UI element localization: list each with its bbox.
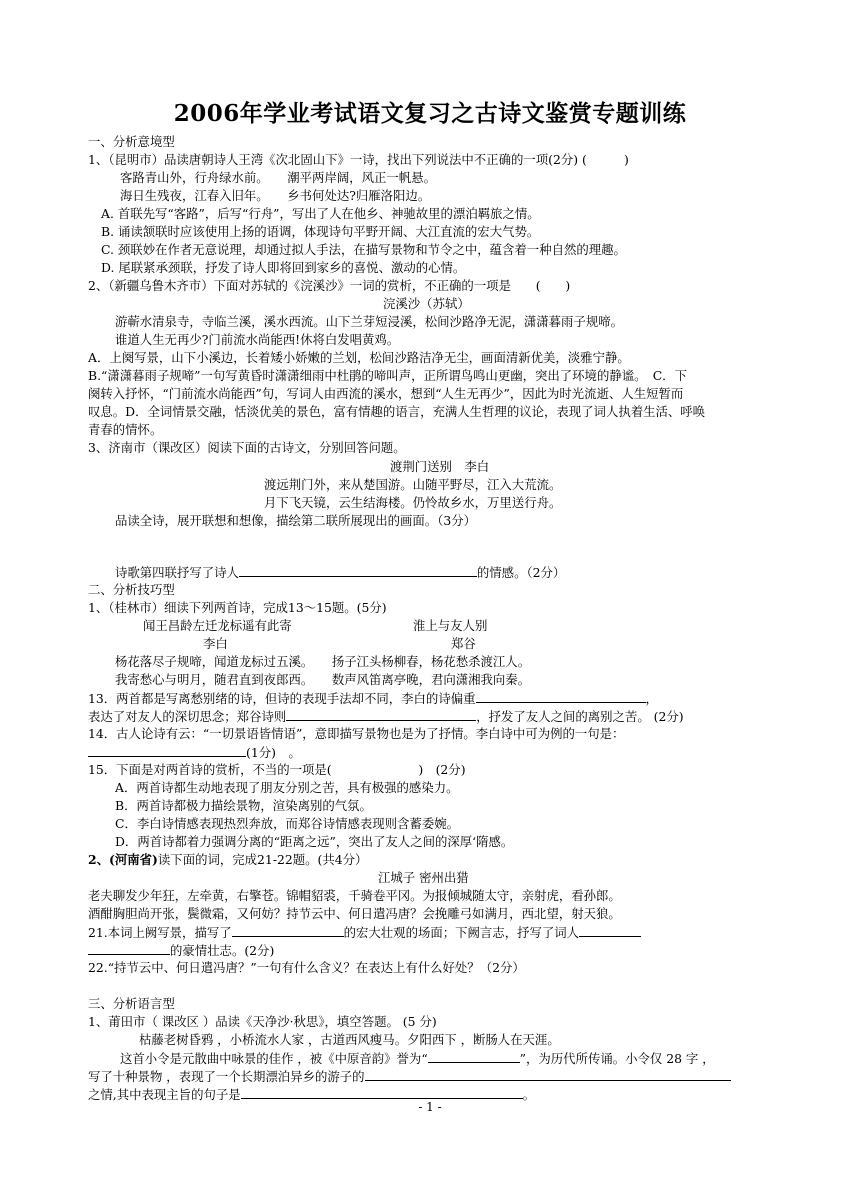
poem-line: 客路青山外，行舟绿水前。 潮平两岸阔，风正一帆悬。	[120, 170, 436, 185]
poem-author: 郑谷	[451, 636, 476, 651]
question-text: 读下面的词，完成21-22题。(共4分）	[157, 852, 368, 867]
section-heading: 三、分析语言型	[88, 996, 175, 1011]
question-text: 之情,其中表现主旨的句子是	[88, 1087, 241, 1102]
question-text: 2、（新疆乌鲁木齐市）下面对苏轼的《浣溪沙》一词的赏析，不正确的一项是 ( )	[88, 278, 571, 293]
poem-line: 谁道人生无再少?门前流水尚能西!休将白发唱黄鸡。	[115, 332, 400, 347]
answer-blank[interactable]	[286, 707, 476, 721]
question-text: ”，为历代所传诵。小令仅 28 字 ，	[519, 1051, 715, 1066]
answer-blank[interactable]	[579, 923, 641, 937]
poem-line: 老夫聊发少年狂，左牵黄，右擎苍。锦帽貂裘，千骑卷平冈。为报倾城随太守，亲射虎，看孙郎。	[88, 888, 621, 903]
poem-line: 游蕲水清泉寺，寺临兰溪，溪水西流。山下兰芽短浸溪，松间沙路净无泥，潇潇暮雨子规啼。	[115, 314, 624, 329]
question-text: 1、（昆明市）品读唐朝诗人王湾《次北固山下》一诗，找出下列说法中不正确的一项(2分) ( )	[88, 152, 629, 167]
question-text: 15．下面是对两首诗的赏析，不当的一项是( ) (2分)	[88, 762, 466, 777]
question-text: 3、济南市（课改区）阅读下面的古诗文，分别回答问题。	[88, 440, 406, 455]
poem-line: 渡远荆门外，来从楚国游。山随平野尽，江入大荒流。	[264, 477, 562, 492]
option-text: B．两首诗都极力描绘景物，渲染离别的气氛。	[115, 798, 372, 813]
answer-blank[interactable]	[476, 689, 646, 703]
option-text: 阕转入抒怀，“门前流水尚能西”句，写词人由西流的溪水，想到“人生无再少”，因此为时光流逝、人生短暂而	[88, 386, 684, 401]
page-title: 2006年学业考试语文复习之古诗文鉴赏专题训练	[173, 100, 687, 127]
poem-title: 淮上与友人别	[413, 618, 488, 633]
option-text: 青春的情怀。	[88, 422, 163, 437]
fill-in-line	[88, 1067, 731, 1086]
option-text: C. 颈联妙在作者无意说理，却通过拟人手法，在描写景物和节令之中，蕴含着一种自然的理趣。	[101, 242, 626, 257]
question-text: 的情感。（2分）	[476, 565, 566, 580]
question-text: 表达了对友人的深切思念；郑谷诗则	[88, 709, 287, 724]
option-text: D. 尾联紧承颈联，抒发了诗人即将回到家乡的喜悦、激动的心情。	[101, 260, 466, 275]
question-text: 写了十种景物 ，表现了一个长期漂泊异乡的游子的	[88, 1069, 365, 1084]
question-text: 的豪情壮志。(2分)	[170, 943, 275, 958]
option-text: D．两首诗都着力强调分离的“距离之远”，突出了友人之间的深厚‘隋感。	[115, 834, 514, 849]
fill-in-line	[88, 743, 301, 762]
answer-blank[interactable]	[232, 923, 344, 937]
question-text: 14．古人论诗有云：“一切景语皆情语”，意即描写景物也是为了抒情。李白诗中可为例的一句是：	[88, 726, 625, 741]
page-number: - 1 -	[418, 1100, 442, 1114]
question-number: 2、(河南省)	[88, 852, 158, 867]
option-text: C．李白诗情感表现热烈奔放，而郑谷诗情感表现则含蓄委婉。	[115, 816, 460, 831]
answer-blank[interactable]	[365, 1067, 731, 1081]
question-text: 诗歌第四联抒写了诗人	[115, 565, 239, 580]
section-heading: 一、分析意境型	[88, 134, 175, 149]
question-text: 这首小令是元散曲中咏景的佳作 ，被《中原音韵》誉为“	[120, 1051, 428, 1066]
poem-title: 浣溪沙（苏轼）	[383, 296, 470, 311]
poem-title: 闻王昌龄左迁龙标遥有此寄	[143, 618, 292, 633]
poem-author: 李白	[203, 636, 228, 651]
poem-title: 渡荆门送别 李白	[390, 459, 490, 474]
fill-in-line	[88, 923, 641, 942]
poem-title: 江城子 密州出猎	[378, 870, 469, 885]
option-text: A. 首联先写“客路”，后写“行舟”，写出了人在他乡、神驰故里的漂泊羁旅之情。	[101, 206, 540, 221]
question-text: 22.“持节云中、何日遣冯唐？”一句有什么含义？在表达上有什么好处？（2分）	[88, 960, 525, 975]
answer-blank[interactable]	[88, 743, 246, 757]
option-text: B.“潇潇暮雨子规啼”一句写黄昏时潇潇细雨中杜鹃的啼叫声，正所谓鸟鸣山更幽，突出了环境的静谧。 C．下	[88, 368, 687, 383]
question-text	[88, 851, 367, 869]
question-text: 的宏大壮观的场面；下阙言志，抒写了词人	[343, 925, 580, 940]
option-text: A．上阕写景，山下小溪边，长着矮小娇嫩的兰划，松间沙路洁净无尘，画面清新优美，淡雅宁静。	[88, 350, 630, 365]
fill-in-line	[88, 941, 274, 960]
poem-line: 杨花落尽子规啼，闻道龙标过五溪。 扬子江头杨柳春，杨花愁杀渡江人。	[115, 654, 531, 669]
question-text: ，抒发了友人之间的离别之苦。 (2分)	[476, 709, 684, 724]
answer-blank[interactable]	[239, 563, 477, 577]
question-text: 13．两首都是写离愁别绪的诗，但诗的表现手法却不同，李白的诗偏重	[88, 691, 476, 706]
option-text: 叹息。D．全词情景交融，恬淡优美的景色，富有情趣的语言，充满人生哲理的议论，表现了词人执着生活、呼唤	[88, 404, 706, 419]
fill-in-line	[88, 689, 658, 708]
poem-line: 我寄愁心与明月，随君直到夜郎西。 数声风笛离亭晚，君向潇湘我向秦。	[115, 672, 531, 687]
poem-line: 月下飞天镜，云生结海楼。仍怜故乡水，万里送行舟。	[264, 495, 562, 510]
answer-blank[interactable]	[428, 1049, 520, 1063]
question-text: 品读全诗，展开联想和想像，描绘第二联所展现出的画面。（3分）	[115, 513, 477, 528]
question-text: ，	[645, 691, 658, 706]
fill-in-line	[115, 563, 565, 582]
question-text: 21.本词上阙写景，描写了	[88, 925, 232, 940]
option-text: A．两首诗都生动地表现了朋友分别之苦，具有极强的感染力。	[115, 780, 459, 795]
question-text: 。	[522, 1087, 536, 1102]
question-text: 1、莆田市（ 课改区 ）品读《天净沙·秋思》，填空答题。 (5 分)	[88, 1014, 437, 1029]
question-text: 1、（桂林市）细读下列两首诗，完成13～15题。(5分)	[88, 600, 387, 615]
poem-line: 枯藤老树昏鸦 ，小桥流水人家 ，古道西风瘦马。夕阳西下 ，断肠人在天涯。	[139, 1032, 560, 1047]
poem-line: 海日生残夜，江春入旧年。 乡书何处达?归雁洛阳边。	[120, 188, 431, 203]
answer-blank[interactable]	[241, 1085, 523, 1099]
poem-line: 酒酣胸胆尚开张，鬓微霜，又何妨？持节云中、何日遣冯唐？会挽雕弓如满月，西北望，射天狼。	[88, 906, 621, 921]
question-text: (1分) 。	[246, 745, 301, 760]
fill-in-line	[120, 1049, 715, 1068]
section-heading: 二、分析技巧型	[88, 582, 175, 597]
fill-in-line	[88, 707, 684, 726]
option-text: B. 诵读颔联时应该使用上扬的语调，体现诗句平野开阔、大江直流的宏大气势。	[101, 224, 540, 239]
answer-blank[interactable]	[88, 941, 170, 955]
